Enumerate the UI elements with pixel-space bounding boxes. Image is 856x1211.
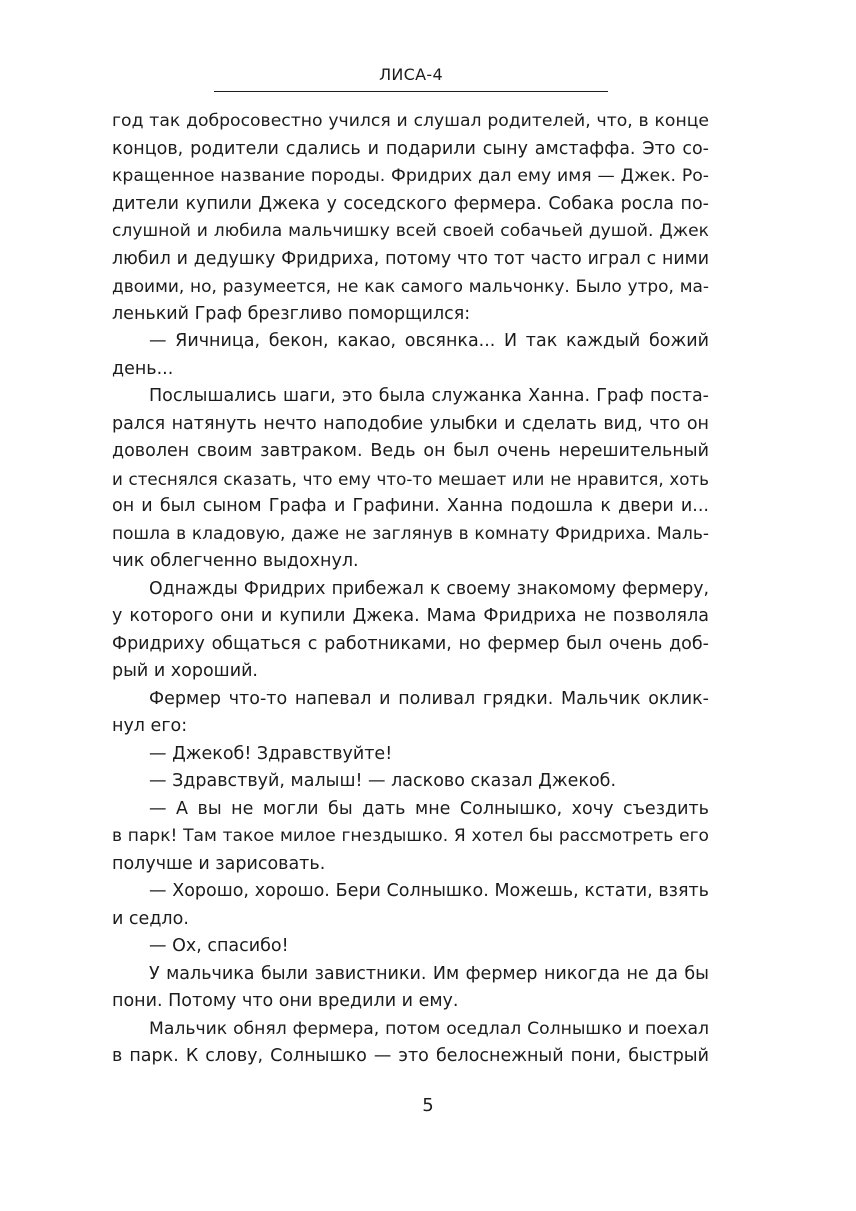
page-number: 5 bbox=[422, 1095, 434, 1116]
text-line: нул его: bbox=[112, 716, 188, 736]
text-line: чик облегченно выдохнул. bbox=[112, 551, 359, 571]
text-line: концов, родители сдались и подарили сыну амстаффа. Это со- bbox=[112, 138, 709, 159]
text-line: — Яичница, бекон, какао, овсянка... И так каждый божий bbox=[149, 331, 709, 351]
paragraph bbox=[112, 741, 709, 769]
paragraph bbox=[112, 1016, 709, 1071]
text-line: кращенное название породы. Фридрих дал ему имя — Джек. Ро- bbox=[112, 166, 709, 186]
running-header bbox=[214, 64, 608, 92]
text-line: дители купили Джека у соседского фермера. Собака росла по- bbox=[112, 193, 709, 214]
text-line: — А вы не могли бы дать мне Солнышко, хочу съездить bbox=[149, 798, 709, 819]
text-line: — Ох, спасибо! bbox=[149, 936, 289, 956]
paragraph bbox=[112, 796, 709, 879]
text-line: Однажды Фридрих прибежал к своему знакомому фермеру, bbox=[149, 578, 709, 599]
paragraph bbox=[112, 576, 709, 686]
text-line: день... bbox=[112, 358, 174, 379]
text-line: — Здравствуй, малыш! — ласково сказал Джекоб. bbox=[149, 771, 617, 791]
text-line: пошла в кладовую, даже не заглянув в комнату Фридриха. Маль- bbox=[112, 523, 709, 544]
paragraph bbox=[112, 108, 709, 328]
text-line: пони. Потому что они вредили и ему. bbox=[112, 991, 459, 1011]
text-line: получше и зарисовать. bbox=[112, 853, 326, 874]
body-text bbox=[112, 108, 709, 1071]
text-line: у которого они и купили Джека. Мама Фридриха не позволяла bbox=[112, 606, 709, 626]
paragraph bbox=[112, 961, 709, 1016]
text-line: — Хорошо, хорошо. Бери Солнышко. Можешь, кстати, взять bbox=[149, 881, 709, 901]
text-line: Фридриху общаться с работниками, но фермер был очень доб- bbox=[112, 633, 709, 654]
header-rule bbox=[214, 91, 608, 92]
text-line: любил и дедушку Фридриха, потому что тот часто играл с ними bbox=[112, 248, 709, 269]
text-line: Фермер что-то напевал и поливал грядки. Мальчик оклик- bbox=[149, 688, 709, 709]
text-line: и седло. bbox=[112, 908, 189, 929]
paragraph bbox=[112, 768, 709, 796]
paragraph bbox=[112, 933, 709, 961]
text-line: доволен своим завтраком. Ведь он был очень нерешительный bbox=[112, 441, 709, 461]
text-line: и стеснялся сказать, что ему что-то мешает или не нравится, хоть bbox=[112, 468, 709, 489]
text-line: — Джекоб! Здравствуйте! bbox=[149, 743, 393, 764]
text-line: в парк! Там такое милое гнездышко. Я хотел бы рассмотреть его bbox=[112, 826, 709, 846]
text-line: рался натянуть нечто наподобие улыбки и сделать вид, что он bbox=[112, 413, 709, 434]
paragraph bbox=[112, 878, 709, 933]
text-line: в парк. К слову, Солнышко — это белоснежный пони, быстрый bbox=[112, 1046, 709, 1066]
text-line: двоими, но, разумеется, не как самого мальчонку. Было утро, ма- bbox=[112, 276, 709, 296]
paragraph bbox=[112, 686, 709, 741]
text-line: ленький Граф брезгливо поморщился: bbox=[112, 303, 471, 324]
running-header-title: ЛИСА-4 bbox=[379, 65, 443, 84]
text-line: слушной и любила мальчишку всей своей собачьей душой. Джек bbox=[112, 221, 709, 241]
text-line: Послышались шаги, это была служанка Ханна. Граф поста- bbox=[149, 386, 709, 406]
paragraph bbox=[112, 383, 709, 576]
text-line: У мальчика были завистники. Им фермер никогда не да бы bbox=[149, 963, 709, 984]
text-line: он и был сыном Графа и Графини. Ханна подошла к двери и... bbox=[112, 496, 709, 516]
text-line: рый и хороший. bbox=[112, 661, 258, 681]
text-line: Мальчик обнял фермера, потом оседлал Солнышко и поехал bbox=[149, 1018, 709, 1039]
text-line: год так добросовестно учился и слушал родителей, что, в конце bbox=[112, 111, 709, 131]
paragraph bbox=[112, 328, 709, 383]
